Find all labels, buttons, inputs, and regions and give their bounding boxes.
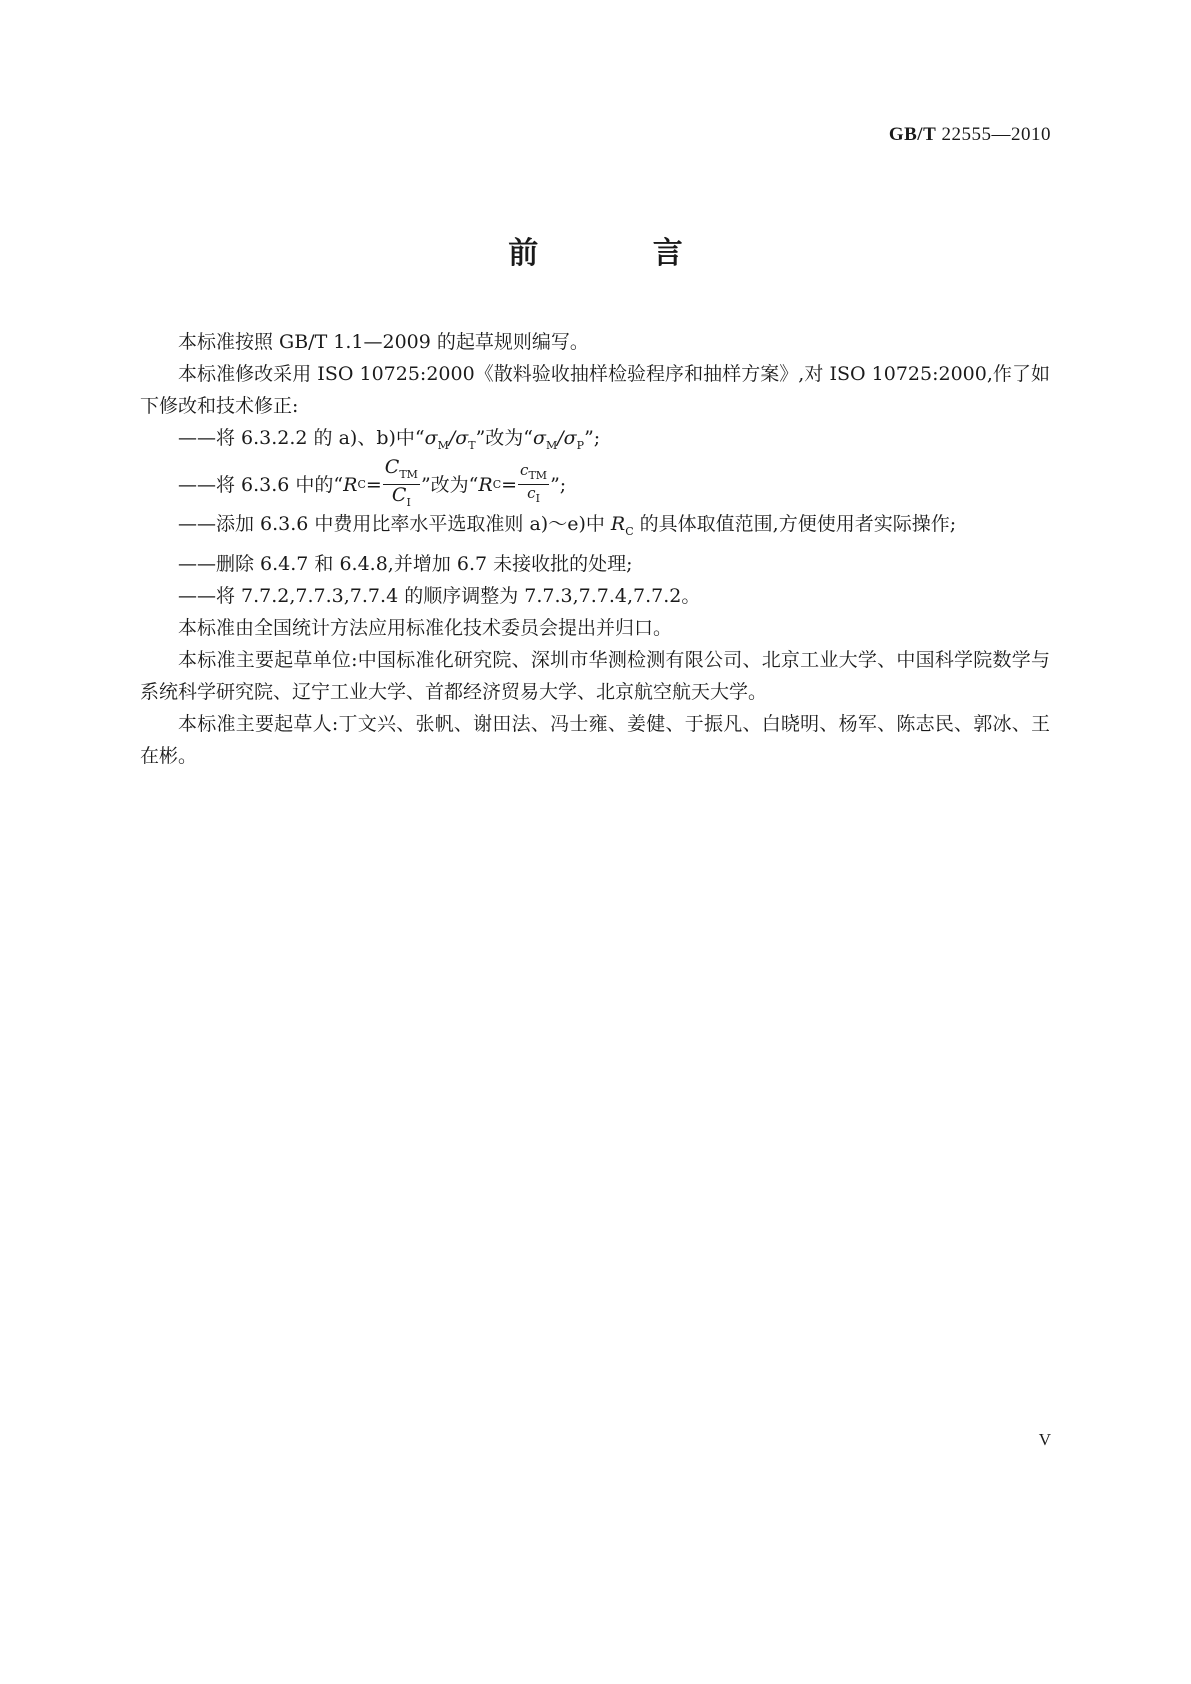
foreword-body xyxy=(140,326,1050,772)
paragraph-adoption: 本标准修改采用 ISO 10725:2000《散料验收抽样检验程序和抽样方案》,对 ISO 10725:2000,作了如下修改和技术修正: xyxy=(140,363,1050,417)
formula-fraction-old: $\frac{C_{TM}}{C_I}$ xyxy=(384,455,418,510)
paragraph-drafting-rules: 本标准按照 GB/T 1.1—2009 的起草规则编写。 xyxy=(178,331,589,353)
list-item-modification-3: ——添加 6.3.6 中费用比率水平选取准则 a)～e)中 $R_C$ 的具体取值范围,方便使用者实际操作; xyxy=(178,512,957,538)
formula-fraction-new: $\frac{c_{TM}}{c_I}$ xyxy=(520,461,548,506)
list-item-modification-1: ——将 6.3.2.2 的 a)、b)中“$\sigma_M/\sigma_T$”改为“$\sigma_M/\sigma_P$”; xyxy=(178,427,601,452)
list-item-modification-4: ——删除 6.4.7 和 6.4.8,并增加 6.7 未接收批的处理; xyxy=(178,552,633,575)
standard-code-number: 22555—2010 xyxy=(941,124,1051,145)
paragraph-proposer: 本标准由全国统计方法应用标准化技术委员会提出并归口。 xyxy=(178,616,673,639)
standard-code-prefix: GB/T xyxy=(888,124,937,145)
paragraph-drafting-units: 本标准主要起草单位:中国标准化研究院、深圳市华测检测有限公司、北京工业大学、中国科学院数学与系统科学研究院、辽宁工业大学、首都经济贸易大学、北京航空航天大学。 xyxy=(140,648,1050,703)
standard-code xyxy=(889,124,1051,146)
page-title: 前 言 xyxy=(508,236,735,271)
paragraph-drafters: 本标准主要起草人:丁文兴、张帆、谢田法、冯士雍、姜健、于振凡、白晓明、杨军、陈志民、郭冰、王在彬。 xyxy=(140,712,1050,767)
list-item-modification-2: ——将 6.3.6 中的“ R C = $\frac{C_{TM}}{C_I}$ ”改为“ R C = $\frac{c_{TM}}{c_I}$ ”; xyxy=(140,462,1050,508)
list-item-modification-5: ——将 7.7.2,7.7.3,7.7.4 的顺序调整为 7.7.3,7.7.4,7.7.2。 xyxy=(178,584,701,607)
page-number: V xyxy=(1038,1430,1051,1449)
